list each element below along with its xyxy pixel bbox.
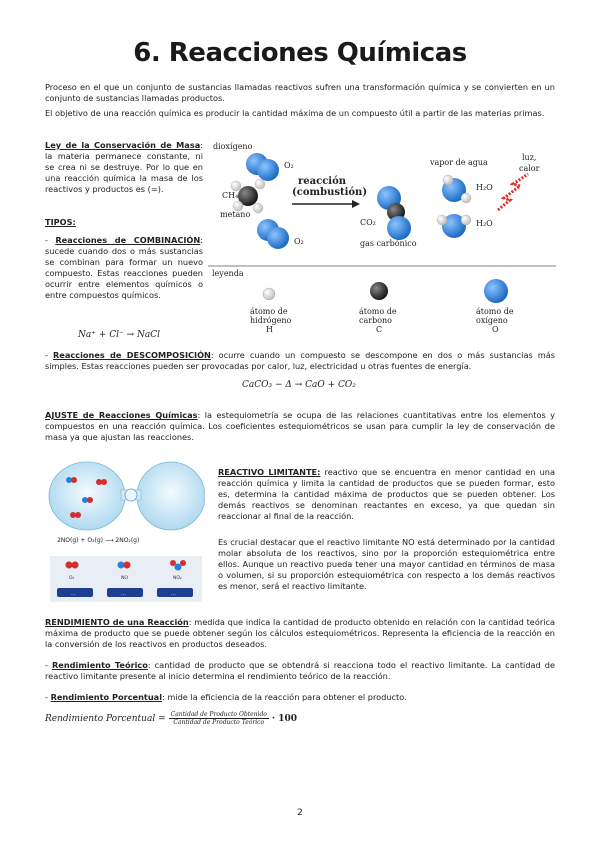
label-no: NO (121, 576, 128, 581)
formula-numerator: Cantidad de Producto Obtenido (170, 711, 267, 718)
conservacion-paragraph (45, 140, 203, 195)
oxygen-atom (387, 216, 411, 240)
hydrogen-atom (461, 215, 471, 225)
oxygen-atom (267, 227, 289, 249)
label-metano: metano (220, 210, 251, 219)
label-o2: O₂ (69, 576, 75, 581)
label-luz: luz, (522, 153, 537, 162)
intro-paragraph-2: El objetivo de una reacción química es producir la cantidad máxima de un compuesto útil a partir de las materias primas. (45, 108, 545, 118)
no-molecule (124, 562, 131, 569)
label-h2o-2: H₂O (476, 219, 493, 228)
porcentual-heading: Rendimiento Porcentual (50, 692, 162, 702)
label-combustion: (combustión) (292, 187, 368, 198)
conservacion-text: : la materia permanece constante, ni se crea ni se destruye. Por lo que en una reacción química la masa de los reactivos y productos es (=). (45, 140, 203, 194)
label-reaccion: reacción (298, 176, 347, 187)
teorico-text: : cantidad de producto que se obtendrá si reacciona todo el reactivo limitante. La cantidad de reactivo limitante presente al inicio determina el rendimiento teórico de la reacción. (45, 660, 555, 681)
o2-molecule (72, 562, 79, 569)
label-h2o-1: H₂O (476, 183, 493, 192)
legend-h-line3: H (266, 325, 273, 334)
descomposicion-equation: CaCO₃ − Δ → CaO + CO₂ (242, 380, 356, 390)
ajuste-paragraph (45, 410, 555, 443)
legend-o-line3: O (492, 325, 499, 334)
rendimiento-formula (45, 711, 297, 726)
hydrogen-atom (231, 181, 241, 191)
hydrogen-atom (255, 179, 265, 189)
arrow-head (352, 200, 360, 208)
page-title: 6. Reacciones Químicas (133, 38, 467, 68)
hydrogen-legend-atom (263, 288, 275, 300)
ajuste-text: : la estequiometría se ocupa de las relaciones cuantitativas entre los elementos y compuestos en una reacción química. Los coeficientes estequiométricos se usan para cumplir la ley de conservación de masa ya que ajustan las reacciones. (45, 410, 556, 442)
o2-molecule (66, 562, 73, 569)
combinacion-text: : sucede cuando dos o más sustancias se combinan para formar un nuevo compuesto. Estas reacciones pueden ocurrir entre elementos químicos o entre compuestos químicos. (45, 235, 203, 300)
legend-c-line3: C (376, 325, 383, 334)
descomposicion-heading: Reacciones de DESCOMPOSICIÓN (52, 350, 211, 360)
legend-o-line2: oxígeno (476, 316, 508, 325)
legend-c-line1: átomo de (359, 307, 397, 316)
limitante-text-1: reactivo que se encuentra en menor cantidad en una reacción química y limita la cantidad de productos que se pueden formar, esto es, determina la cantidad máxima de productos que se pueden obtener. Los demás reactivos se denominan reactantes en exceso, ya que quedan sin reaccionar al final de la reacción. (218, 467, 555, 521)
right-flask (137, 462, 205, 530)
legend-h-line1: átomo de (250, 307, 288, 316)
descomposicion-text: : ocurre cuando un compuesto se descompone en dos o más sustancias más simples. Estas reacciones pueden ser provocadas por calor, luz, electricidad u otras fuentes de energía. (45, 350, 556, 371)
label-calor: calor (519, 164, 540, 173)
teorico-heading: Rendimiento Teórico (52, 660, 148, 670)
label-gas: gas carbónico (360, 239, 417, 248)
teorico-paragraph: - Rendimiento Teórico: cantidad de producto que se obtendrá si reacciona todo el reactivo limitante. La cantidad de reactivo limitante presente al inicio determina el rendimiento teórico de la reacción. (45, 660, 555, 681)
hydrogen-atom (437, 215, 447, 225)
limitante-paragraph-2: Es crucial destacar que el reactivo limitante NO está determinado por la cantidad molar absoluta de los reactivos, sino por la proporción estequiométrica entre ellos. Aunque un reactivo pueda tener una mayor cantidad en términos de masa o volumen, si su proporción estequiométrica con respecto a los demás reactivos es menor, será el reactivo limitante. (218, 537, 555, 591)
reactivo-figure (45, 460, 205, 608)
label-o2-bottom: O₂ (294, 237, 304, 246)
molecule-atom (87, 497, 93, 503)
energy-icon (498, 174, 528, 210)
molecule-atom (75, 512, 81, 518)
label-co2: CO₂ (360, 218, 376, 227)
legend-h-line2: hidrógeno (250, 316, 292, 325)
combustion-figure (208, 140, 558, 345)
descomposicion-paragraph: - Reacciones de DESCOMPOSICIÓN: ocurre cuando un compuesto se descompone en dos o más sustancias más simples. Estas reacciones pueden ser provocadas por calor, luz, electricidad u otras fuentes de energía. (45, 350, 556, 371)
label-vapor: vapor de agua (430, 158, 488, 167)
rendimiento-text: : medida que indica la cantidad de producto obtenido en relación con la cantidad teórica máxima de producto que se puede obtener según los cálculos estequiométricos. Representa la eficiencia de la reacción en la conversión de los reactivos en productos deseados. (45, 617, 555, 649)
limitante-paragraph-1 (218, 467, 555, 522)
porcentual-text: : mide la eficiencia de la reacción para obtener el producto. (162, 692, 407, 702)
oxygen-legend-atom (484, 279, 508, 303)
rendimiento-heading: RENDIMIENTO de una Reacción (45, 617, 189, 627)
molecule-atom (71, 477, 77, 483)
hydrogen-atom (461, 193, 471, 203)
no2-molecule (180, 560, 186, 566)
page-number: 2 (297, 808, 303, 818)
label-o2-top: O₂ (284, 161, 294, 170)
left-flask (49, 462, 125, 530)
panel-button-3-label: … (171, 591, 176, 597)
combinacion-paragraph: - Reacciones de COMBINACIÓN: sucede cuando dos o más sustancias se combinan para formar un nuevo compuesto. Estas reacciones pueden ocurrir entre elementos químicos o entre compuestos químicos. (45, 235, 203, 300)
formula-lhs: Rendimiento Porcentual = (45, 713, 166, 724)
conservacion-heading: Ley de la Conservación de Masa (45, 140, 201, 150)
legend-c-line2: carbono (359, 316, 392, 325)
molecule-atom (101, 479, 107, 485)
intro-paragraph-1: Proceso en el que un conjunto de sustancias llamadas reactivos sufren una transformación química y se convierten en un conjunto de sustancias llamadas productos. (45, 82, 555, 103)
hydrogen-atom (253, 203, 263, 213)
label-dioxigeno: dioxígeno (213, 142, 253, 151)
no-molecule (118, 562, 125, 569)
legend-o-line1: átomo de (476, 307, 514, 316)
label-no2: NO₂ (173, 576, 182, 581)
panel-button-1-label: … (71, 591, 76, 597)
tipos-heading-text: TIPOS: (45, 217, 76, 227)
formula-denominator: Cantidad de Producto Teórico (173, 719, 265, 726)
porcentual-paragraph: - Rendimiento Porcentual: mide la eficiencia de la reacción para obtener el producto. (45, 692, 407, 702)
label-ch4: CH₄ (222, 191, 239, 200)
label-leyenda: leyenda (212, 269, 244, 278)
combinacion-heading: Reacciones de COMBINACIÓN (55, 235, 201, 245)
tipos-heading (45, 217, 203, 228)
oxygen-atom (257, 159, 279, 181)
carbon-legend-atom (370, 282, 388, 300)
combinacion-equation: Na⁺ + Cl⁻ → NaCl (78, 330, 161, 340)
ajuste-heading: AJUSTE de Reacciones Químicas (45, 410, 198, 420)
reactivo-equation: 2NO(g) + O₂(g) ⟶ 2NO₂(g) (57, 537, 140, 544)
formula-multiplier: · 100 (271, 713, 297, 724)
valve-icon (125, 489, 137, 501)
panel-button-2-label: … (121, 591, 126, 597)
limitante-heading: REACTIVO LIMITANTE: (218, 467, 321, 477)
rendimiento-paragraph (45, 617, 555, 650)
hydrogen-atom (443, 175, 453, 185)
